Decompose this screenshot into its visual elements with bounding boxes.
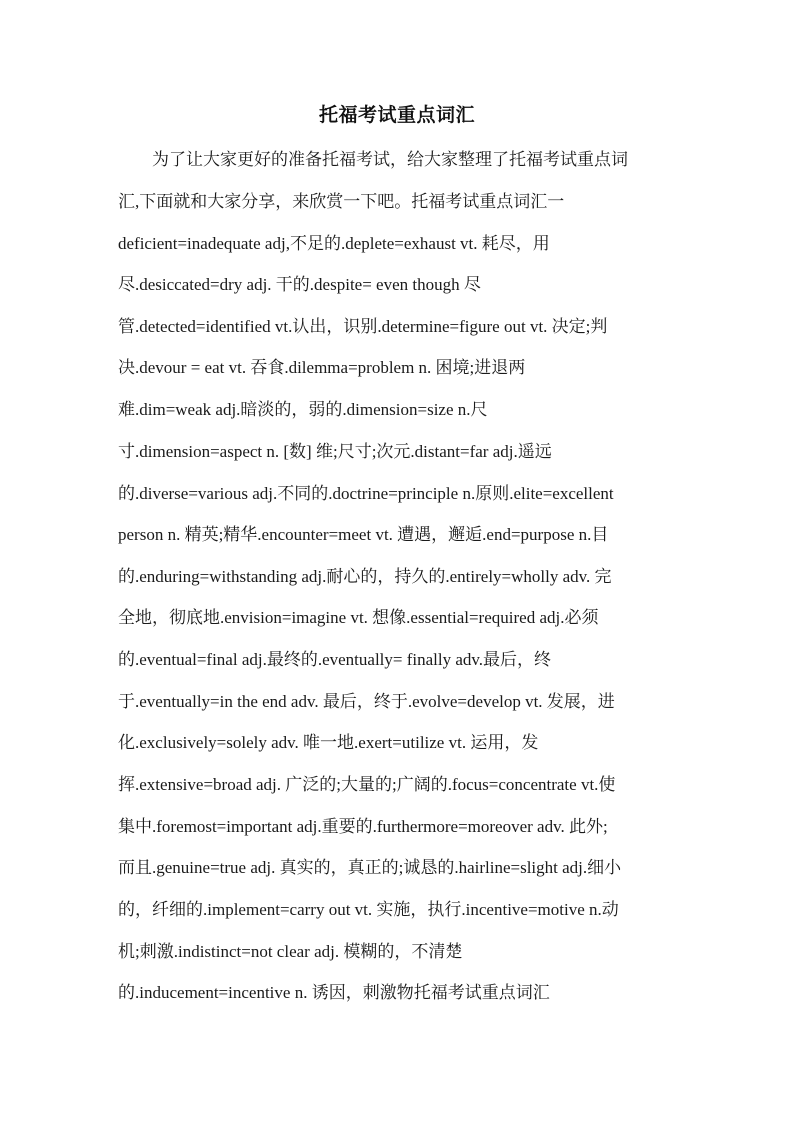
paragraph-line: 于.eventually=in the end adv. 最后，终于.evolve=develop vt. 发展，进 xyxy=(118,692,615,711)
paragraph-line: 决.devour = eat vt. 吞食.dilemma=problem n. 困境;进退两 xyxy=(118,358,526,377)
paragraph-line: 的.inducement=incentive n. 诱因，刺激物托福考试重点词汇 xyxy=(118,983,550,1002)
paragraph-line: 的.eventual=final adj.最终的.eventually= finally adv.最后，终 xyxy=(118,650,552,669)
paragraph-line: 难.dim=weak adj.暗淡的，弱的.dimension=size n.尺 xyxy=(118,400,488,419)
paragraph-line: 寸.dimension=aspect n. [数] 维;尺寸;次元.distant=far adj.遥远 xyxy=(118,442,552,461)
paragraph-line: 尽.desiccated=dry adj. 干的.despite= even though 尽 xyxy=(118,275,481,294)
paragraph-line: 的.enduring=withstanding adj.耐心的，持久的.entirely=wholly adv. 完 xyxy=(118,567,612,586)
paragraph-line: 全地，彻底地.envision=imagine vt. 想像.essential=required adj.必须 xyxy=(118,608,599,627)
paragraph-line: 机;刺激.indistinct=not clear adj. 模糊的，不清楚 xyxy=(118,942,463,961)
paragraph-line: 的，纤细的.implement=carry out vt. 实施，执行.incentive=motive n.动 xyxy=(118,900,619,919)
paragraph-line: 集中.foremost=important adj.重要的.furthermore=moreover adv. 此外; xyxy=(118,817,608,836)
paragraph-line: 化.exclusively=solely adv. 唯一地.exert=utilize vt. 运用，发 xyxy=(118,733,539,752)
paragraph-line: person n. 精英;精华.encounter=meet vt. 遭遇，邂逅.end=purpose n.目 xyxy=(118,525,609,544)
paragraph-line: 挥.extensive=broad adj. 广泛的;大量的;广阔的.focus=concentrate vt.使 xyxy=(118,775,616,794)
paragraph-line: 汇,下面就和大家分享，来欣赏一下吧。托福考试重点词汇一 xyxy=(118,192,565,211)
paragraph-line: deficient=inadequate adj,不足的.deplete=exhaust vt. 耗尽，用 xyxy=(118,234,550,253)
paragraph-line: 管.detected=identified vt.认出，识别.determine=figure out vt. 决定;判 xyxy=(118,317,608,336)
paragraph-line: 的.diverse=various adj.不同的.doctrine=principle n.原则.elite=excellent xyxy=(118,484,614,503)
paragraph-line: 为了让大家更好的准备托福考试，给大家整理了托福考试重点词 xyxy=(152,150,628,169)
paragraph-line: 而且.genuine=true adj. 真实的，真正的;诚恳的.hairline=slight adj.细小 xyxy=(118,858,622,877)
page-title: 托福考试重点词汇 xyxy=(318,104,475,126)
